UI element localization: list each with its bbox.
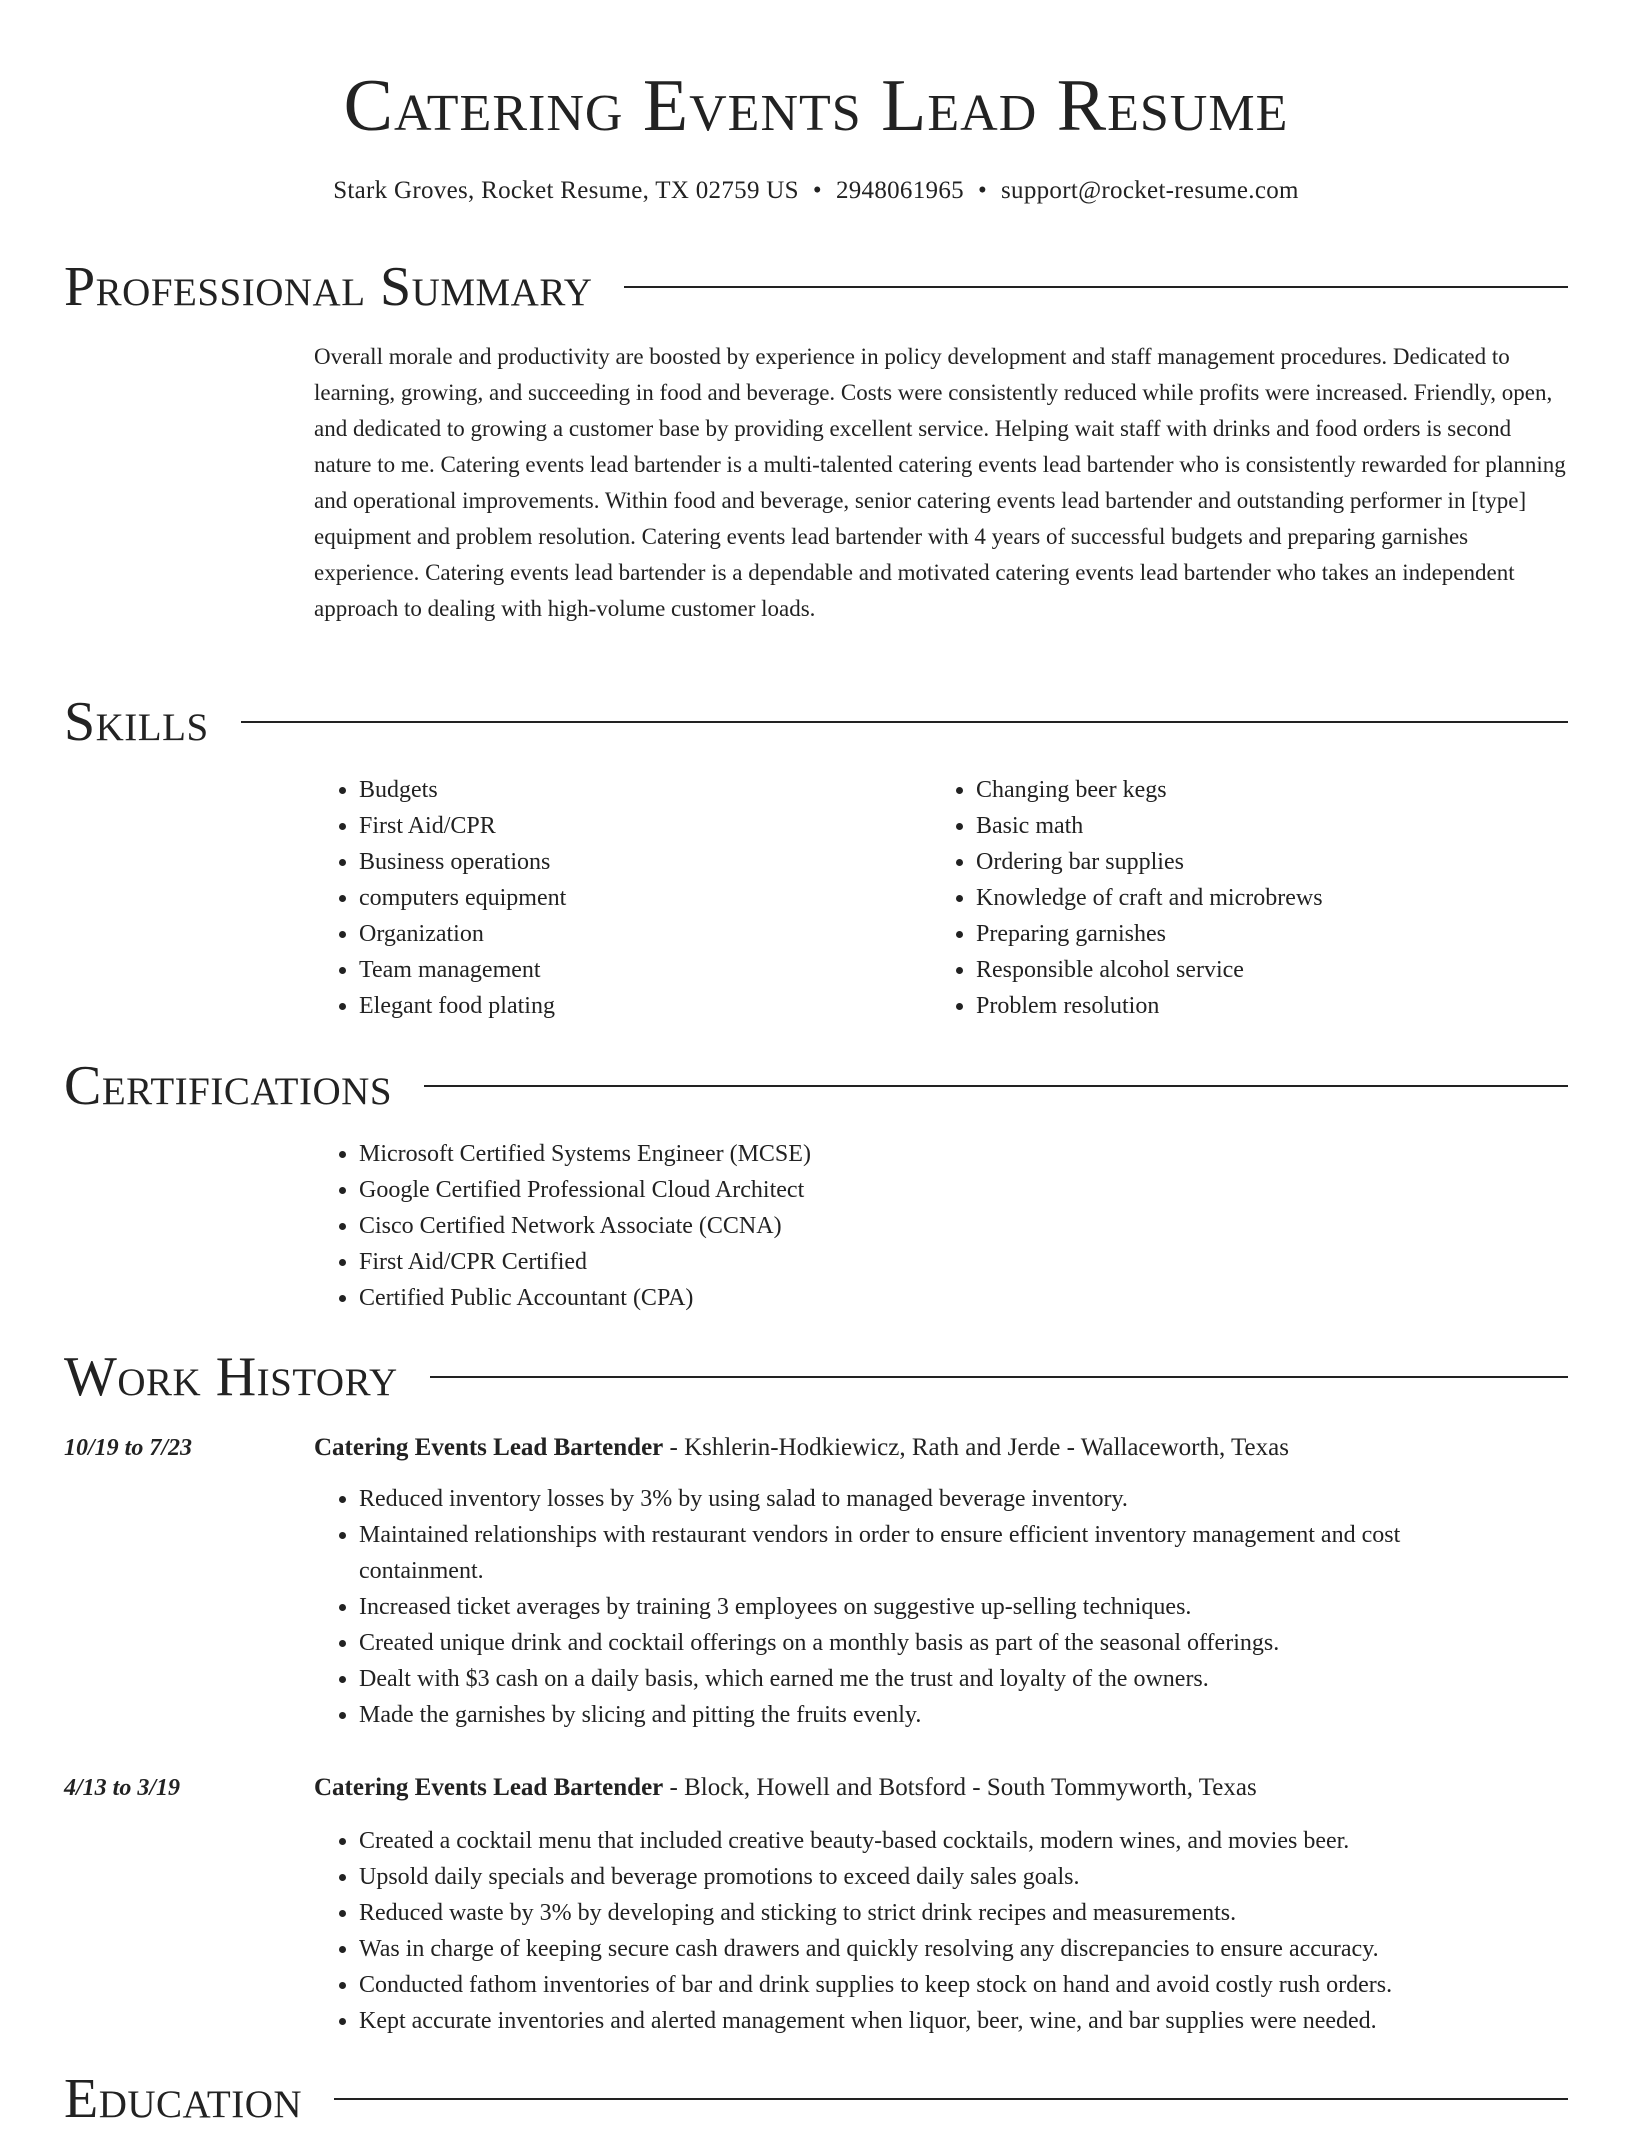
skill-item: • Budgets — [359, 772, 919, 808]
contact-line — [0, 176, 1632, 206]
contact-phone: 2948061965 — [835, 177, 964, 204]
contact-email: support@rocket-resume.com — [1001, 177, 1299, 204]
section-title: Certifications — [64, 1055, 393, 1117]
job-bullet: • Was in charge of keeping secure cash drawers and quickly resolving any discrepancies to ensure accuracy. — [359, 1931, 1599, 1967]
job-bullet: • Dealt with $3 cash on a daily basis, which earned me the trust and loyalty of the owners. — [359, 1661, 1519, 1697]
skill-item: • Team management — [359, 952, 919, 988]
skill-item: • Business operations — [359, 844, 919, 880]
certification-item: • Certified Public Accountant (CPA) — [359, 1280, 1599, 1316]
certification-item: • Microsoft Certified Systems Engineer (MCSE) — [359, 1136, 1599, 1172]
skill-item: • Ordering bar supplies — [976, 844, 1596, 880]
skill-item: • Organization — [359, 916, 919, 952]
job-bullet: • Reduced waste by 3% by developing and sticking to strict drink recipes and measurements. — [359, 1895, 1599, 1931]
section-heading-summary — [64, 255, 1568, 319]
skill-item: • computers equipment — [359, 880, 919, 916]
job-bullet: • Conducted fathom inventories of bar and drink supplies to keep stock on hand and avoid costly rush orders. — [359, 1967, 1599, 2003]
section-heading-certifications — [64, 1054, 1568, 1118]
contact-separator: • — [977, 177, 987, 204]
skill-item: • Knowledge of craft and microbrews — [976, 880, 1596, 916]
section-heading-work-history — [64, 1345, 1568, 1409]
job-bullet: • Made the garnishes by slicing and pitting the fruits evenly. — [359, 1697, 1519, 1733]
summary-text: Overall morale and productivity are boosted by experience in policy development and staff management procedures. Dedicated to learning, growing, and succeeding in food and beverage. Costs were consistently reduced while profits were increased. Friendly, open, and dedicated to growing a customer base by providing excellent service. Helping wait staff with drinks and food orders is second nature to me. Catering events lead bartender is a multi-talented catering events lead bartender who is consistently rewarded for planning and operational improvements. Within food and beverage, senior catering events lead bartender and outstanding performer in [type] equipment and problem resolution. Catering events lead bartender with 4 years of successful budgets and preparing garnishes experience. Catering events lead bartender is a dependable and motivated catering events lead bartender who takes an independent approach to dealing with high-volume customer loads. — [314, 344, 1566, 621]
section-divider — [430, 1376, 1568, 1378]
skill-item: • Elegant food plating — [359, 988, 919, 1024]
skill-item: • First Aid/CPR — [359, 808, 919, 844]
section-divider — [241, 721, 1568, 723]
job-bullet: • Kept accurate inventories and alerted management when liquor, beer, wine, and bar supplies were needed. — [359, 2003, 1599, 2039]
job-bullet: • Created a cocktail menu that included creative beauty-based cocktails, modern wines, and movies beer. — [359, 1823, 1599, 1859]
section-title: Education — [64, 2068, 303, 2130]
skill-item: • Preparing garnishes — [976, 916, 1596, 952]
certification-item: • Cisco Certified Network Associate (CCNA) — [359, 1208, 1599, 1244]
resume-title: Catering Events Lead Resume — [343, 65, 1289, 147]
section-title: Skills — [64, 691, 209, 753]
job-bullet: • Created unique drink and cocktail offerings on a monthly basis as part of the seasonal offerings. — [359, 1625, 1519, 1661]
section-divider — [424, 1085, 1568, 1087]
job-bullet: • Maintained relationships with restaurant vendors in order to ensure efficient inventory management and cost containment. — [359, 1517, 1519, 1589]
job-dates: 10/19 to 7/23 — [64, 1435, 193, 1461]
job-bullets — [314, 1823, 1599, 2039]
job-dates: 4/13 to 3/19 — [64, 1775, 181, 1801]
job-employer: - Kshlerin-Hodkiewicz, Rath and Jerde - Wallaceworth, Texas — [663, 1434, 1289, 1461]
skills-list-right — [931, 772, 1596, 1024]
job-header — [314, 1430, 1289, 1466]
contact-address: Stark Groves, Rocket Resume, TX 02759 US — [333, 177, 799, 204]
certification-item: • First Aid/CPR Certified — [359, 1244, 1599, 1280]
job-bullet: • Upsold daily specials and beverage promotions to exceed daily sales goals. — [359, 1859, 1599, 1895]
skill-item: • Problem resolution — [976, 988, 1596, 1024]
section-divider — [334, 2098, 1568, 2100]
certifications-list — [314, 1136, 1599, 1316]
section-title: Professional Summary — [64, 256, 593, 318]
job-title: Catering Events Lead Bartender — [314, 1774, 664, 1801]
section-title: Work History — [64, 1346, 398, 1408]
job-title: Catering Events Lead Bartender — [314, 1434, 664, 1461]
job-bullet: • Increased ticket averages by training 3 employees on suggestive up-selling techniques. — [359, 1589, 1519, 1625]
job-employer: - Block, Howell and Botsford - South Tommyworth, Texas — [663, 1774, 1257, 1801]
section-heading-skills — [64, 690, 1568, 754]
skill-item: • Responsible alcohol service — [976, 952, 1596, 988]
section-heading-education — [64, 2067, 1568, 2131]
certification-item: • Google Certified Professional Cloud Architect — [359, 1172, 1599, 1208]
contact-separator: • — [812, 177, 822, 204]
job-bullet: • Reduced inventory losses by 3% by using salad to managed beverage inventory. — [359, 1481, 1519, 1517]
job-header — [314, 1770, 1257, 1806]
skills-list-left — [314, 772, 919, 1024]
section-divider — [624, 286, 1568, 288]
skill-item: • Changing beer kegs — [976, 772, 1596, 808]
job-bullets — [314, 1481, 1519, 1733]
skill-item: • Basic math — [976, 808, 1596, 844]
